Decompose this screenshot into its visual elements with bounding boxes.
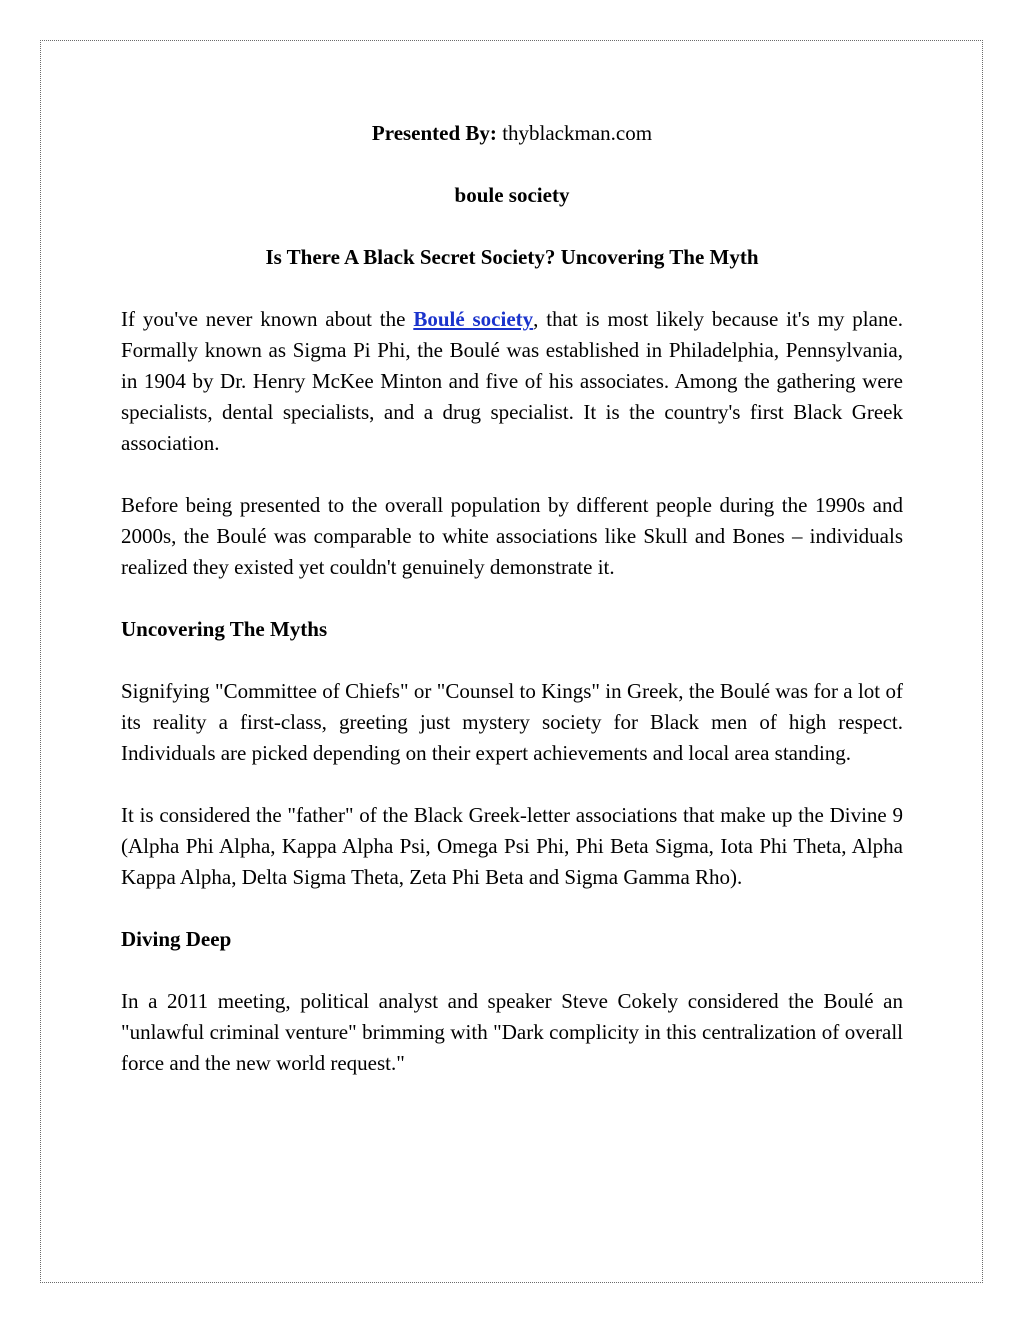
paragraph-two: Before being presented to the overall population by different people during the 1990s and 2000s, the Boulé was comparable to white associations like Skull and Bones – individuals realized they existed yet couldn't genuinely demonstrate it. — [121, 493, 903, 579]
boule-society-link[interactable]: Boulé society — [413, 307, 534, 331]
intro-text-before-link: If you've never known about the — [121, 307, 414, 331]
section-heading-diving-deep: Diving Deep — [121, 927, 232, 951]
intro-paragraph — [121, 304, 903, 459]
section-uncovering-paragraph-2: It is considered the "father" of the Black Greek-letter associations that make up the Divine 9 (Alpha Phi Alpha, Kappa Alpha Psi, Omega Psi Phi, Phi Beta Sigma, Iota Phi Theta, Alpha Kappa Alpha, Delta Sigma Theta, Zeta Phi Beta and Sigma Gamma Rho). — [121, 803, 903, 889]
section-diving-paragraph-1: In a 2011 meeting, political analyst and speaker Steve Cokely considered the Boulé an "unlawful criminal venture" brimming with "Dark complicity in this centralization of overall force and the new world request." — [121, 989, 903, 1075]
section-uncovering-paragraph-1: Signifying "Committee of Chiefs" or "Counsel to Kings" in Greek, the Boulé was for a lot of its reality a first-class, greeting just mystery society for Black men of high respect. Individuals are picked depending on their expert achievements and local area standing. — [121, 679, 903, 765]
page-title: Is There A Black Secret Society? Uncovering The Myth — [265, 245, 759, 269]
presented-by-label: Presented By: — [371, 121, 497, 145]
presented-by-line — [121, 118, 903, 149]
presented-by-value: thyblackman.com — [496, 121, 653, 145]
intro-text-after-link: , that is most likely because it's my plane. Formally known as Sigma Pi Phi, the Boulé was established in Philadelphia, Pennsylvania, in 1904 by Dr. Henry McKee Minton and five of his associates. Among the gathering were specialists, dental specialists, and a drug specialist. It is the country's first Black Greek association. — [121, 307, 904, 455]
document-body — [121, 118, 903, 1110]
section-heading-uncovering: Uncovering The Myths — [121, 617, 328, 641]
topic-heading: boule society — [454, 183, 570, 207]
